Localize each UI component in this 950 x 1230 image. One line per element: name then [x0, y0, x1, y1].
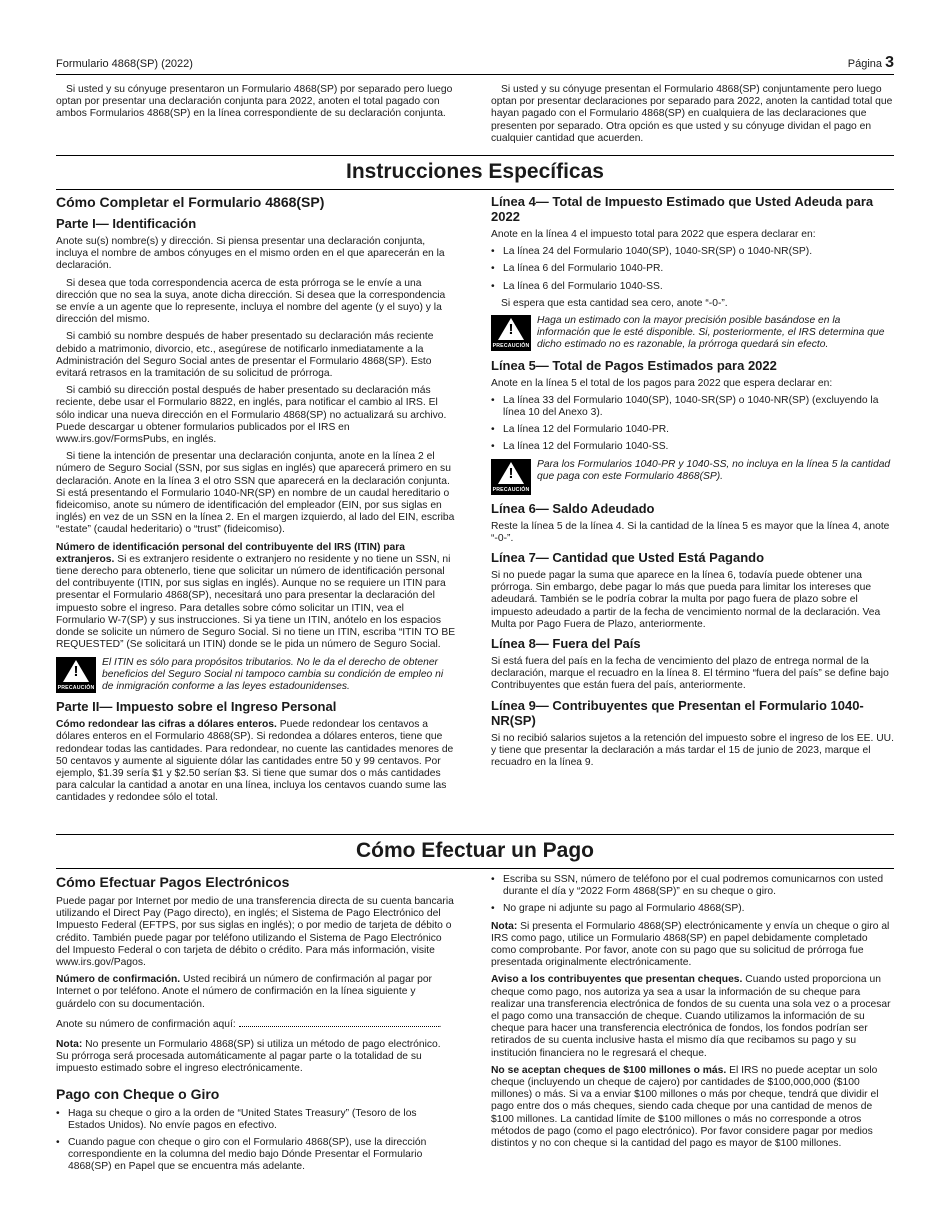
paragraph: Puede pagar por Internet por medio de una transferencia directa de su cuenta bancaria utilizando el Direct Pay (Pago directo), en inglés; el Sistema de Pago Electrónico del Impuesto Federal (EFTPS, por sus siglas en inglés); o por medio de tarjeta de débito o crédito. También puede pagar por teléfono utilizando el Sistema de Pago Electrónico del Impuesto Federal o con tarjeta de débito o crédito. Para más información, visite www.irs.gov/Pagos. — [56, 896, 454, 969]
bullet-item: • La línea 33 del Formulario 1040(SP), 1040-SR(SP) o 1040-NR(SP) (excluyendo la línea 10 del Anexo 3). — [491, 395, 894, 419]
bullet-item: • Haga su cheque o giro a la orden de “United States Treasury” (Tesoro de los Estados Unidos). No envíe pagos en efectivo. — [56, 1108, 456, 1132]
bullet-item: • Cuando pague con cheque o giro con el Formulario 4868(SP), use la dirección correspondiente en la columna del medio bajo Dónde Presentar el Formulario 4868(SP) en Papel que se encuentra más adelante. — [56, 1137, 456, 1174]
paragraph: Si cambió su nombre después de haber presentado su declaración más reciente debido a matrimonio, divorcio, etc., asegúrese de notificarlo inmediatamente a la Administración del Seguro Social antes de presentar el Formulario 4868(SP). Esto evitará retrasos en la tramitación de su solicitud de prórroga. — [56, 331, 434, 380]
paragraph-note: Nota: Si presenta el Formulario 4868(SP) electrónicamente y envía un cheque o giro al IRS como pago, utilice un Formulario 4868(SP) en papel debidamente completado como comprobante. Por favor, anote con su pago que su solicitud de prórroga fue presentada originalmente electrónicamente. — [491, 920, 890, 969]
heading-line-4: Línea 4— Total de Impuesto Estimado que Usted Adeuda para 2022 — [491, 194, 874, 224]
paragraph: Reste la línea 5 de la línea 4. Si la cantidad de la línea 5 es mayor que la línea 4, anote “-0-”. — [491, 520, 890, 544]
heading-part-2: Parte II— Impuesto sobre el Ingreso Personal — [56, 699, 337, 715]
bullet-item: • La línea 24 del Formulario 1040(SP), 1040-SR(SP) o 1040-NR(SP). — [491, 246, 894, 258]
heading-complete-form: Cómo Completar el Formulario 4868(SP) — [56, 194, 325, 210]
bullet-item: • La línea 6 del Formulario 1040-SS. — [491, 281, 894, 293]
paragraph: Si desea que toda correspondencia acerca de esta prórroga se le envíe a una dirección que no sea la suya, anote dicha dirección. Si desea que la correspondencia se envíe a un agente que lo represente, incluya el nombre del agente (y el suyo) y la dirección del mismo. — [56, 277, 446, 326]
caution-icon: ! PRECAUCIÓN — [491, 315, 531, 351]
heading-part-1: Parte I— Identificación — [56, 216, 197, 231]
left-column-payment — [56, 874, 456, 1179]
page-number: Página 3 — [847, 54, 894, 71]
paragraph-check-notice: Aviso a los contribuyentes que presentan cheques. Cuando usted proporciona un cheque como pago, nos autoriza ya sea a usar la información de su cheque para realizar una transferencia electrónica de fondos de su cuenta una sola vez o a procesar el pago como una transacción de cheque. Cuando utilizamos la información de su cheque para hacer una transferencia electrónica de fondos, los fondos podrían ser retirados de su cuenta inclusive hasta el mismo día que recibamos su pago y su institución financiera no le regresará el cheque. — [491, 974, 891, 1059]
caution-icon: ! PRECAUCIÓN — [491, 459, 531, 495]
heading-line-5: Línea 5— Total de Pagos Estimados para 2022 — [491, 357, 777, 373]
paragraph: Anote en la línea 4 el impuesto total para 2022 que espera declarar en: — [491, 229, 816, 240]
paragraph-large-checks: No se aceptan cheques de $100 millones o más. El IRS no puede aceptar un solo cheque (incluyendo un cheque de cajero) por cantidades de $100,000,000 ($100 millones) o más. Si va a enviar $100 millones o más por cheque, tendrá que dividir el pago entre dos o más cheques, siendo cada cheque por una cantidad de menos de $100 millones. La cantidad límite de $100 millones o más no corresponde a otros métodos de pago (como el pago electrónico). Por favor considere pagar por medios distintos y no con cheque si la cantidad del pago es mayor de $100 millones. — [491, 1064, 879, 1150]
paragraph-rounding: Cómo redondear las cifras a dólares enteros. Puede redondear los centavos a dólares enteros en el Formulario 4868(SP). Si redondea a dólares enteros, tiene que redondear todas las cantidades. Para redondear, no cuente las cantidades menores de 50 centavos y aumente al siguiente dólar las cantidades entre 50 y 99 centavos. Por ejemplo, $1.39 sería $1 y $2.50 serían $3. Si tiene que sumar dos o más cantidades para calcular la cantidad a anotar en una línea, incluya los centavos cuando sume las cantidades y redondee sólo el total. — [56, 719, 454, 804]
intro-left — [56, 84, 456, 126]
heading-line-6: Línea 6— Saldo Adeudado — [491, 500, 655, 516]
right-column-instructions — [491, 194, 894, 774]
paragraph-confirmation: Número de confirmación. Usted recibirá un número de confirmación al pagar por Internet o por teléfono. Anote el número de confirmación en la línea siguiente y guárdelo con su documentación. — [56, 974, 432, 1010]
paragraph-itin: Número de identificación personal del contribuyente del IRS (ITIN) para extranjeros. Si es extranjero residente o extranjero no residente y no tiene un SSN, ni tiene derecho para obtenerlo, tiene que solicitar un número de identificación personal del contribuyente (ITIN, por sus siglas en inglés). Aunque no se requiere un ITIN para presentar el Formulario 4868(SP), necesitará uno para presentar la declaración del impuesto sobre el ingreso. Para detalles sobre cómo solicitar un ITIN, vea el Formulario W-7(SP) y sus instrucciones. Si ya tiene un ITIN, anótelo en los espacios donde se solicite un número de Seguro Social. Si no tiene un ITIN, escriba “ITIN TO BE REQUESTED” (Se solicitará un ITIN) donde se le pida un número de Seguro Social. — [56, 541, 456, 651]
heading-line-9: Línea 9— Contribuyentes que Presentan el Formulario 1040-NR(SP) — [491, 697, 864, 728]
paragraph: Anote su(s) nombre(s) y dirección. Si piensa presentar una declaración conjunta, incluya el nombre de ambos cónyuges en el mismo orden en el que aparecerán en la declaración. — [56, 236, 445, 272]
bullet-item: • La línea 12 del Formulario 1040-SS. — [491, 441, 894, 453]
heading-check-payment: Pago con Cheque o Giro — [56, 1085, 220, 1102]
caution-text: Haga un estimado con la mayor precisión posible basándose en la información que le esté disponible. Si, posteriormente, el IRS determina que dicho estimado no es razonable, la prórroga quedará sin efecto. — [537, 315, 885, 351]
paragraph: Si está fuera del país en la fecha de vencimiento del plazo de entrega normal de la declaración, marque el recuadro en la línea 8. El término “fuera del país” se define bajo Contribuyentes que están fuera del país, anteriormente. — [491, 656, 889, 692]
paragraph-note: Nota: No presente un Formulario 4868(SP) si utiliza un método de pago electrónico. Su prórroga será procesada automáticamente al pagar parte o la totalidad de su impuesto estimado sobre el ingreso electrónicamente. — [56, 1039, 441, 1075]
intro-right-text: Si usted y su cónyuge presentan el Formulario 4868(SP) conjuntamente pero luego optan por presentar declaraciones por separado para 2022, anoten la cantidad total que hayan pagado con el Formulario 4868(SP) en cualquiera de las declaraciones que presenten por separado. Otra opción es que usted y su cónyuge dividan el pago en cualquier cantidad que acuerden. — [491, 84, 893, 144]
bullet-item: • La línea 12 del Formulario 1040-PR. — [491, 424, 894, 436]
intro-right — [491, 84, 894, 150]
left-column-instructions — [56, 194, 456, 810]
caution-text: Para los Formularios 1040-PR y 1040-SS, no incluya en la línea 5 la cantidad que paga con este Formulario 4868(SP). — [537, 458, 891, 482]
page-header — [56, 52, 894, 75]
form-name: Formulario 4868(SP) (2022) — [56, 58, 193, 70]
paragraph: Si tiene la intención de presentar una declaración conjunta, anote en la línea 2 el número de Seguro Social (SSN, por sus siglas en inglés) que aparecerá primero en su declaración. Anote en la línea 3 el otro SSN que aparecerá en la declaración conjunta. Si está presentando el Formulario 1040-NR(SP) en nombre de un caudal hereditario o fideicomiso, anote su número de identificación del empleador (EIN, por sus siglas en inglés) en vez de un SSN en la línea 2. En el margen izquierdo, al lado del EIN, escriba “estate” (caudal hederitario) o “trust” (fideicomiso). — [56, 451, 455, 536]
caution-note — [56, 657, 456, 694]
bullet-item: • La línea 6 del Formulario 1040-PR. — [491, 263, 894, 275]
heading-line-8: Línea 8— Fuera del País — [491, 636, 641, 652]
heading-line-7: Línea 7— Cantidad que Usted Está Pagando — [491, 550, 765, 566]
caution-note — [491, 459, 894, 495]
confirmation-number-field[interactable] — [239, 1026, 439, 1027]
paragraph: Anote en la línea 5 el total de los pagos para 2022 que espera declarar en: — [491, 377, 833, 389]
payment-title: Cómo Efectuar un Pago — [56, 834, 894, 869]
confirmation-line: Anote su número de confirmación aquí: . — [56, 1018, 442, 1030]
bullet-item: • Escriba su SSN, número de teléfono por el cual podremos comunicarnos con usted durante el día y “2022 Form 4868(SP)” en su cheque o giro. — [491, 874, 894, 898]
paragraph: Si cambió su dirección postal después de haber presentado su declaración más reciente, debe usar el Formulario 8822, en inglés, para notificar el cambio al IRS. El sólo indicar una nueva dirección en el Formulario 4868(SP) no actualizará su archivo. Puede descargar u obtener formularios publicados por el IRS en www.irs.gov/FormsPubs, en inglés. — [56, 385, 447, 446]
caution-icon: ! PRECAUCIÓN — [56, 657, 96, 693]
instructions-title: Instrucciones Específicas — [56, 155, 894, 190]
bullet-item: • No grape ni adjunte su pago al Formulario 4868(SP). — [491, 903, 894, 915]
caution-note — [491, 315, 894, 352]
paragraph: Si espera que esta cantidad sea cero, anote “-0-”. — [501, 297, 728, 309]
heading-electronic-payments: Cómo Efectuar Pagos Electrónicos — [56, 874, 290, 890]
caution-text: El ITIN es sólo para propósitos tributarios. No le da el derecho de obtener beneficios del Seguro Social ni tampoco cambia su condición de empleo ni de inmigración conforme a las leyes estadounidenses. — [102, 656, 444, 692]
right-column-payment — [491, 874, 894, 1155]
paragraph: Si no puede pagar la suma que aparece en la línea 6, todavía puede obtener una prórroga. Sin embargo, debe pagar lo más que pueda para limitar los intereses que adeudará. También se le podría cobrar la multa por pago fuera de plazo sobre el impuesto adeudado a partir de la fecha de vencimiento normal de la declaración. Vea Multa por Pago Fuera de Plazo, anteriormente. — [491, 570, 881, 630]
intro-left-text: Si usted y su cónyuge presentaron un Formulario 4868(SP) por separado pero luego optan por presentar una declaración conjunta para 2022, anoten el total pagado con ambos Formularios 4868(SP) en la línea correspondiente de su declaración conjunta. — [56, 84, 453, 120]
paragraph: Si no recibió salarios sujetos a la retención del impuesto sobre el ingreso de los EE. UU. y tiene que presentar la declaración a más tardar el 15 de junio de 2023, marque el recuadro en la línea 9. — [491, 732, 894, 769]
